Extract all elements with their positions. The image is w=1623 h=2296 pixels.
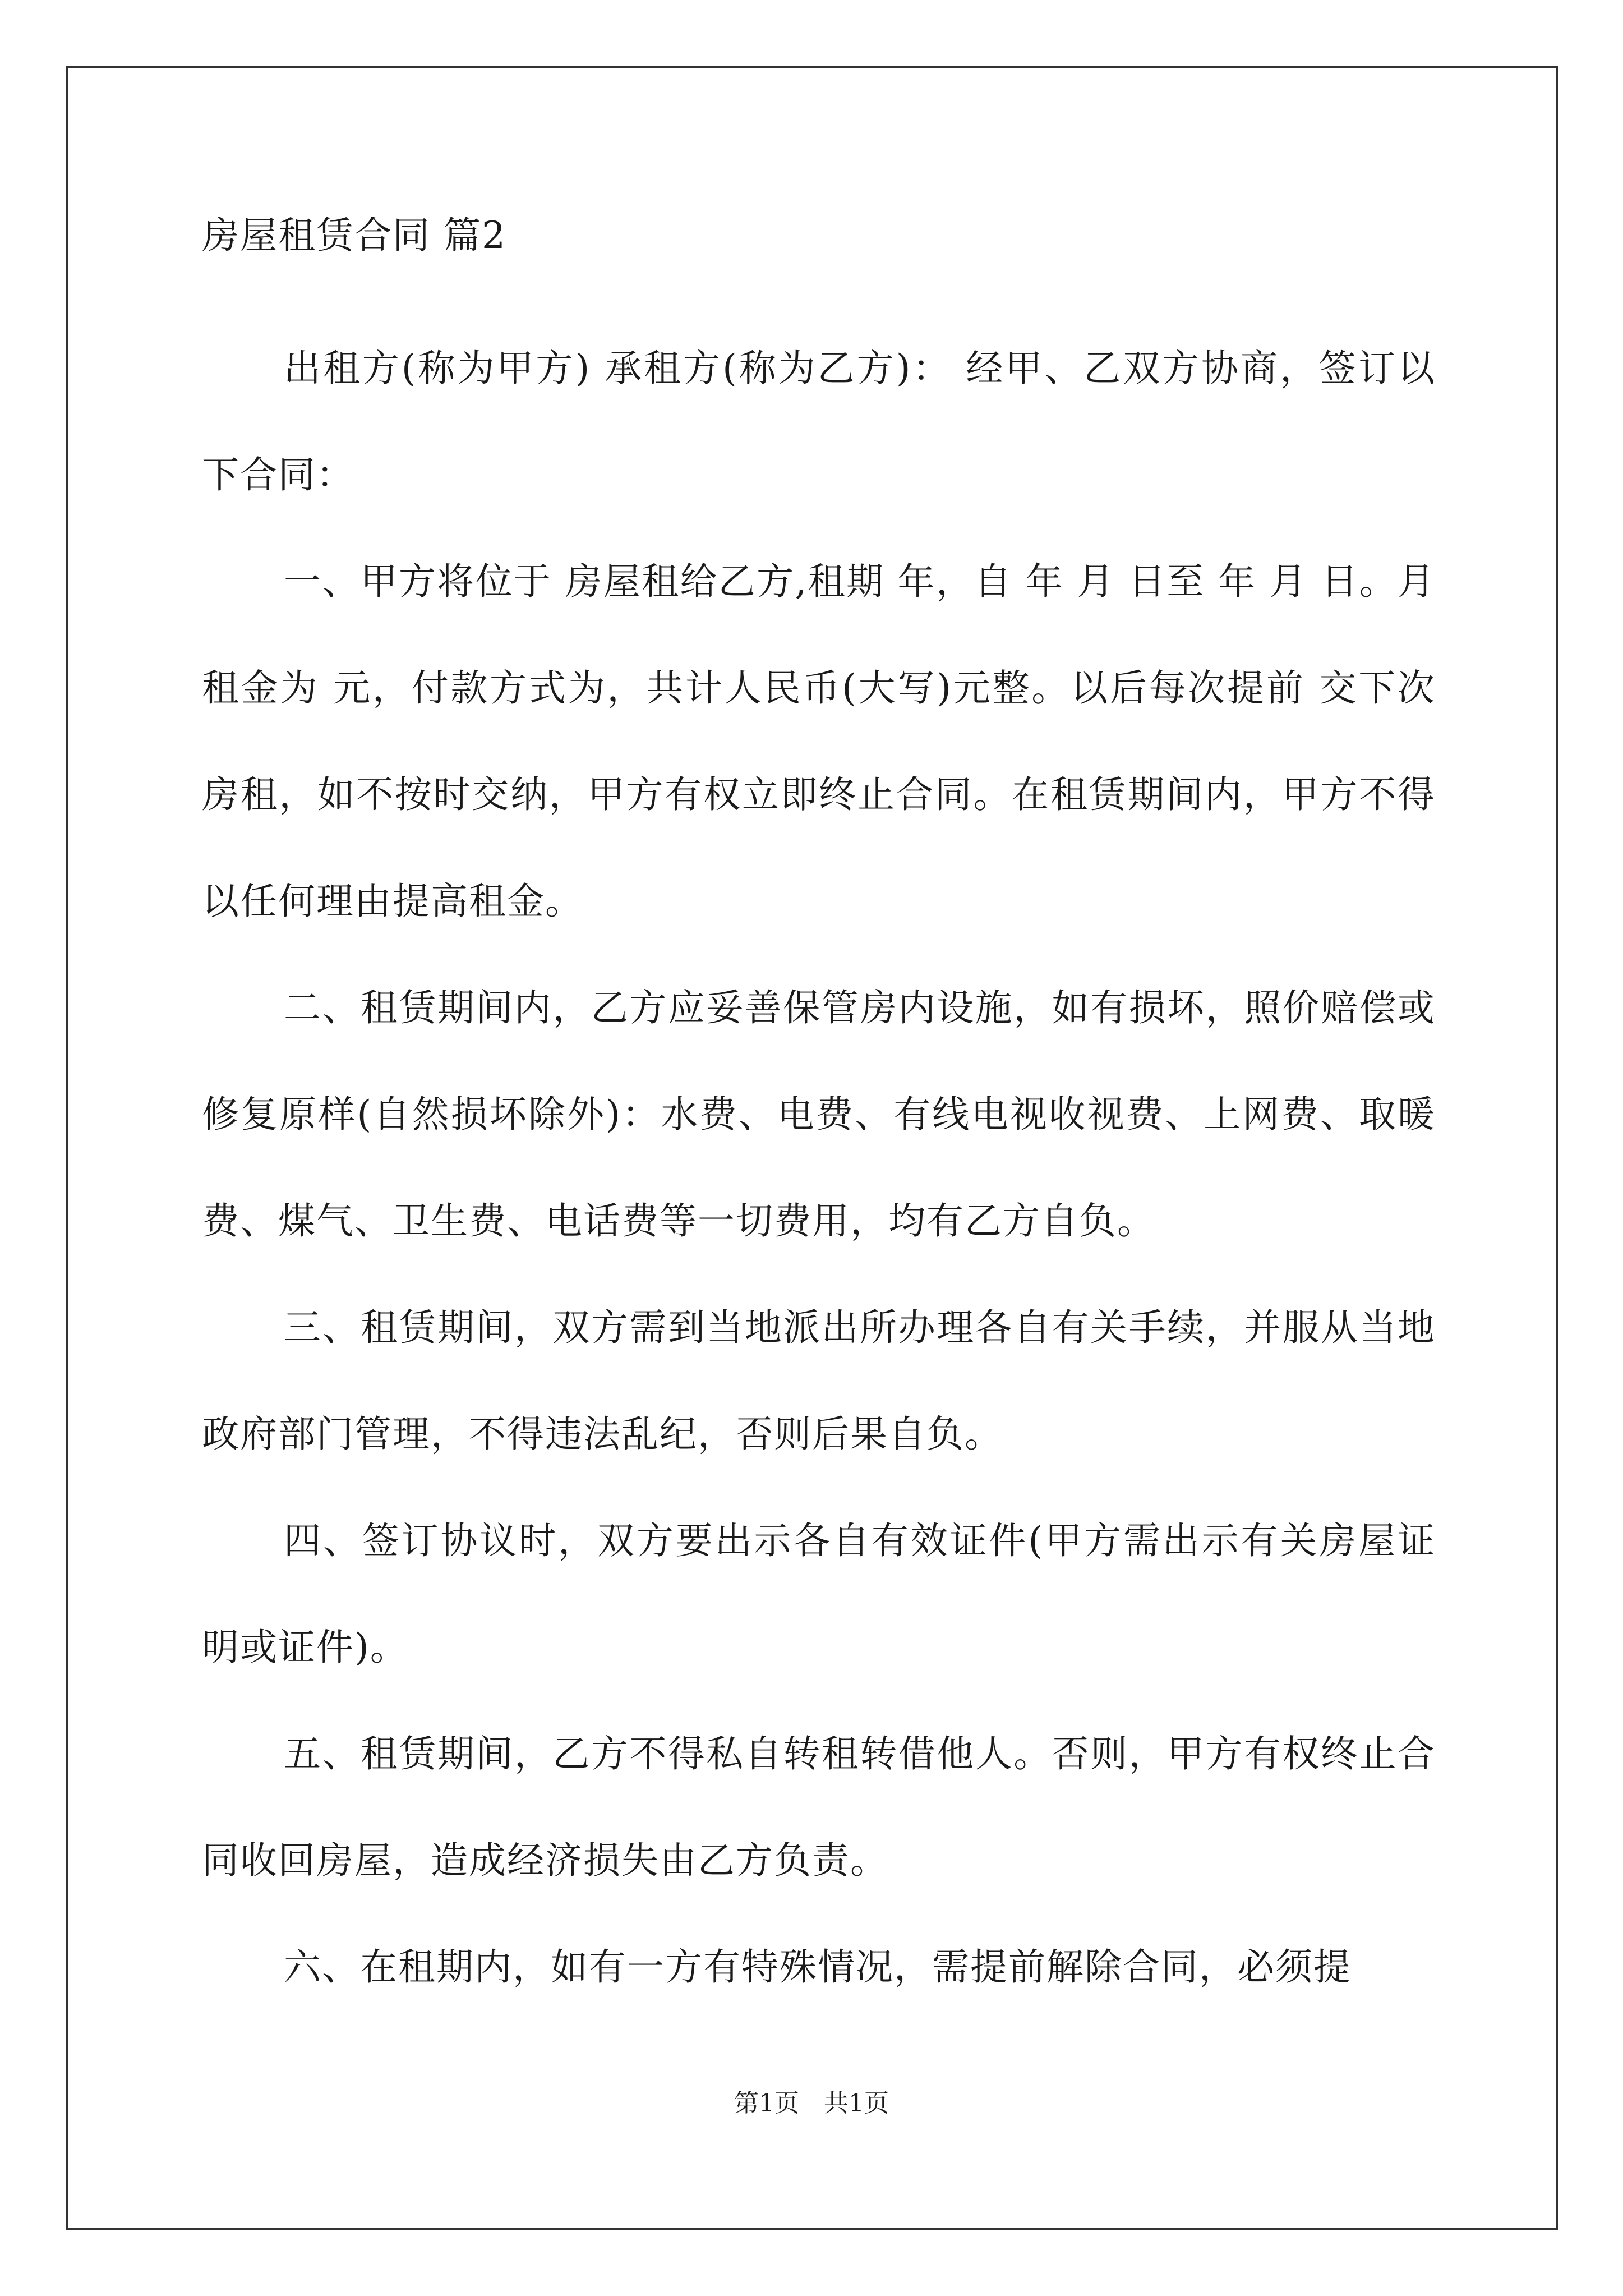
paragraph-clause-3: 三、租赁期间，双方需到当地派出所办理各自有关手续，并服从当地政府部门管理，不得违法乱纪，否则后果自负。 [202,1306,1436,1456]
page-number-current: 第1页 [734,2089,799,2118]
document-title: 房屋租赁合同 篇2 [202,214,506,257]
paragraph-clause-4: 四、签订协议时，双方要出示各自有效证件(甲方需出示有关房屋证明或证件)。 [202,1519,1436,1669]
paragraph-clause-2: 二、租赁期间内，乙方应妥善保管房内设施，如有损坏，照价赔偿或修复原样(自然损坏除外)：水费、电费、有线电视收视费、上网费、取暖费、煤气、卫生费、电话费等一切费用，均有乙方自负。 [202,986,1436,1243]
paragraph-clause-6: 六、在租期内，如有一方有特殊情况，需提前解除合同，必须提 [284,1945,1352,1989]
page-footer [0,2087,1623,2120]
paragraph-parties: 出租方(称为甲方) 承租方(称为乙方)： 经甲、乙双方协商，签订以下合同： [202,347,1436,496]
document-body [202,208,1436,2021]
page-number-total: 共1页 [824,2089,889,2118]
paragraph-clause-1: 一、甲方将位于 房屋租给乙方,租期 年，自 年 月 日至 年 月 日。月租金为 元，付款方式为，共计人民币(大写)元整。以后每次提前 交下次房租，如不按时交纳，甲方有权立即终止合同。在租赁期间内，甲方不得以任何理由提高租金。 [202,560,1436,923]
paragraph-clause-5: 五、租赁期间，乙方不得私自转租转借他人。否则，甲方有权终止合同收回房屋，造成经济损失由乙方负责。 [202,1732,1436,1882]
